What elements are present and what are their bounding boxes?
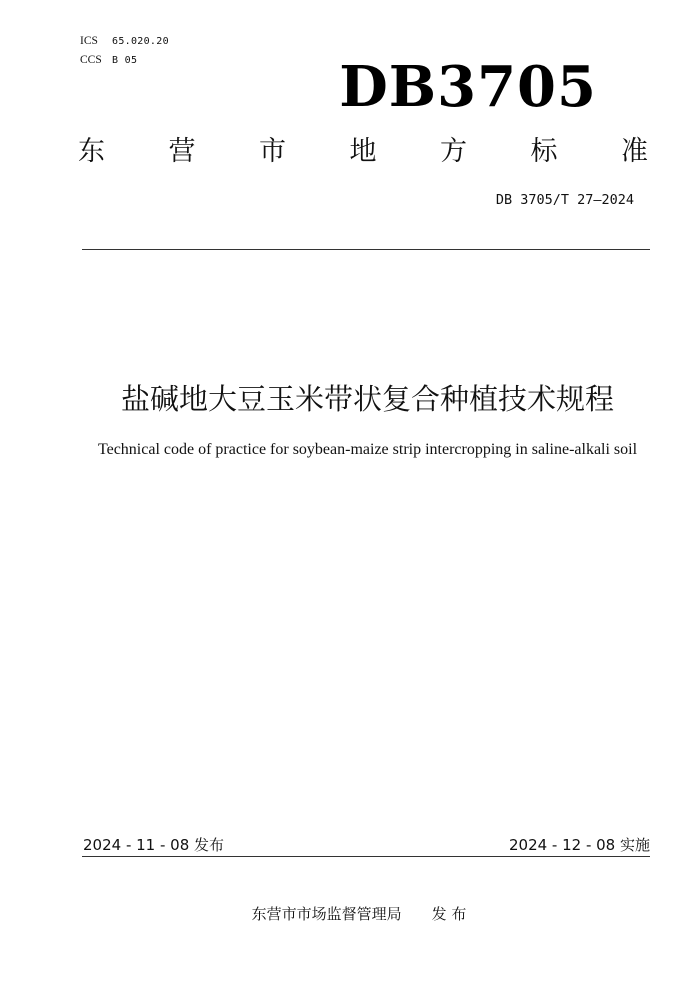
top-divider — [82, 249, 650, 250]
bottom-divider — [82, 856, 650, 857]
ccs-classification — [80, 53, 137, 68]
ccs-value: B 05 — [112, 55, 138, 66]
document-title-english: Technical code of practice for soybean-maize strip intercropping in saline-alkali soil — [97, 441, 638, 458]
implementation-date: 2024 - 12 - 08 实施 — [508, 836, 650, 854]
ics-classification — [80, 34, 169, 49]
standard-type-char: 准 — [621, 136, 648, 167]
standard-number: DB 3705/T 27—2024 — [495, 192, 634, 208]
standard-type-char: 标 — [530, 136, 558, 167]
ics-value: 65.020.20 — [112, 36, 169, 47]
standard-type-char: 营 — [168, 136, 196, 167]
issue-date: 2024 - 11 - 08 发布 — [83, 836, 225, 854]
standard-code-heading: DB3705 — [339, 54, 597, 120]
standard-type-char: 方 — [440, 136, 467, 167]
publisher-line — [0, 904, 700, 924]
publish-action: 发 布 — [431, 905, 467, 923]
document-title-chinese: 盐碱地大豆玉米带状复合种植技术规程 — [120, 382, 614, 416]
standard-type-char: 市 — [259, 136, 286, 167]
publisher-name: 东营市市场监督管理局 — [251, 905, 402, 923]
ics-label: ICS — [80, 35, 98, 47]
standard-type-char: 地 — [349, 136, 377, 167]
ccs-label: CCS — [80, 54, 102, 66]
standard-type-char: 东 — [78, 136, 105, 167]
standard-type-heading — [78, 134, 648, 170]
